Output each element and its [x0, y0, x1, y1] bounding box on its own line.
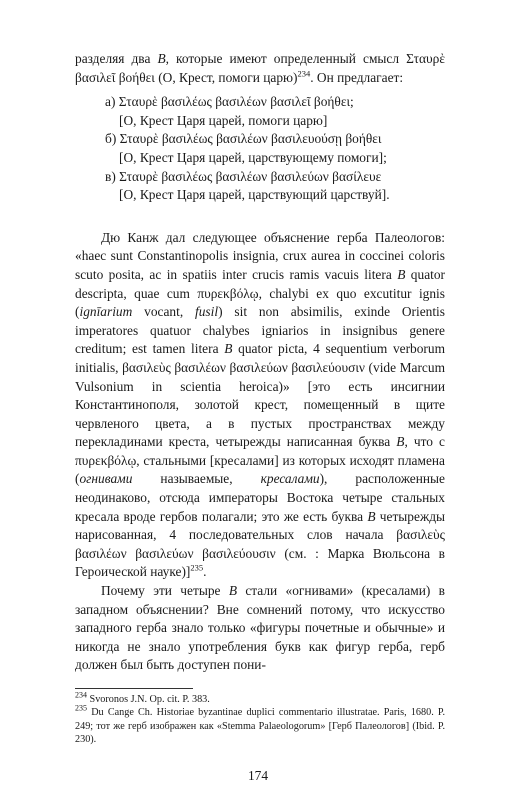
paragraph-2: Дю Канж дал следующее объяснение герба Палеологов: «haec sunt Constantinopolis insignia, crux aurea in coccinei coloris scuto posita, ac in spatiis inter crucis ramis vacuis litera B quator descripta, quae cum πυρεκβόλῳ, chalybi ex quo excutitur ignis (ignīarium vocant, fusil) sit non absimilis, exinde Orientis imperatores quatuor chalybes igniarios in insignibus genere creditum; est tamen litera B quator picta, 4 sequentium verborum initialis, βασιλεὺς βασιλέων βασιλεύων βασιλεύουσιν (vide Marcum Vulsonium in scientia heroica)» [это есть инсигнии Константинополя, золотой крест, помещенный в щите червленого цвета, а в пустых пространствах между перекладинами креста, четырежды написанная буква B, что с πυρεκβόλῳ, стальными [кресалами] из которых исходят пламена (огнивами называемые, кресалами), расположенные неодинаково, отсюда императоры Востока четыре стальных кресала вроде гербов полагали; это же есть буква B четырежды нарисованная, 4 последовательных слов начала βασιλεὺς βασιλέων βασιλεύων βασιλεύουσιν (см. : Марка Вюльсона в Героической науке)]$^{235}$.	[75, 229, 446, 580]
footnote-ref-234: 234	[297, 68, 311, 79]
page-number: 174	[247, 768, 269, 783]
list-item: в) Σταυρὲ βασιλέως βασιλέων βασιλεύων βασίλευε [О, Крест Царя царей, царствующий царствуй].	[105, 168, 390, 203]
list-item: а) Σταυρὲ βασιλέως βασιλέων βασιλεῖ βοήθει; [О, Крест Царя царей, помоги царю]	[105, 94, 354, 128]
footnote-235: $^{235}$ Du Cange Ch. Historiae byzantinae duplici commentario illustratae. Paris, 1680. P. 249; тот же герб изображен как «Stemma Palaeologorum» [Герб Палеологов] (Ibid. P. 230).	[75, 704, 446, 746]
page-body	[75, 50, 445, 675]
footnote-234: $^{234}$ Svoronos J.N. Op. cit. P. 383.	[75, 690, 210, 705]
footnote-divider	[75, 688, 193, 689]
list-item: б) Σταυρὲ βασιλέως βασιλέων βασιλευούσῃ βοήθει [О, Крест Царя царей, царствующему помоги];	[105, 131, 387, 165]
paragraph-1: разделяя два B, которые имеют определенный смысл Σταυρὲ βασιλεῖ βοήθει (О, Крест, помоги царю)$^{234}$. Он предлагает:	[75, 51, 445, 85]
footnote-ref-235: 235	[190, 562, 204, 573]
inscription-variants-list	[75, 93, 445, 205]
footnotes	[75, 688, 445, 747]
paragraph-3: Почему эти четыре B стали «огнивами» (кресалами) в западном объяснении? Вне сомнений потому, что искусство западного герба знало только «фигуры почетные и обычные» и никогда не знало употребления букв как фигур герба, герб должен был быть доступен пони-	[75, 583, 445, 673]
